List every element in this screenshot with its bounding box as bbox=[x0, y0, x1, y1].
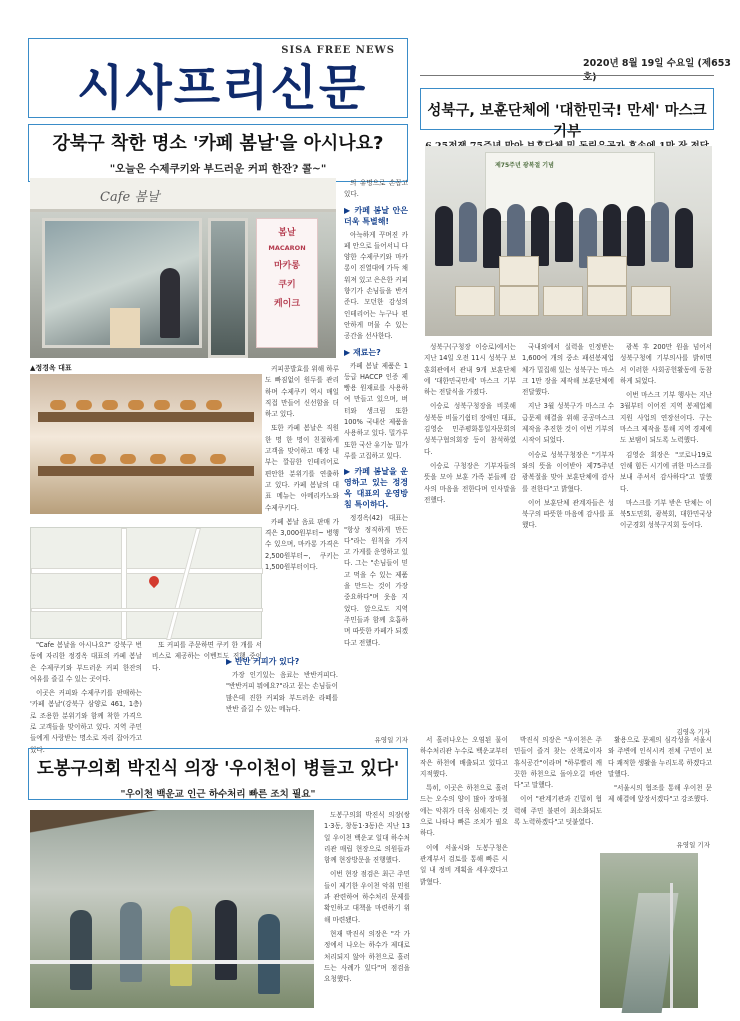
stream-column-1 bbox=[324, 810, 410, 1010]
person-figure bbox=[215, 900, 237, 980]
top-rule bbox=[420, 75, 714, 76]
stream-column-4 bbox=[608, 735, 712, 845]
cafe-awning bbox=[30, 178, 336, 212]
stream-column-3 bbox=[514, 735, 602, 1010]
pastry bbox=[150, 454, 166, 464]
person-figure bbox=[170, 906, 192, 986]
stream-subhead: "우이천 백운교 인근 하수처리 빠른 조치 필요" bbox=[120, 789, 316, 800]
paragraph: 이어 보훈단체 관계자들은 성북구의 따뜻한 마음에 감사를 표했다. bbox=[522, 498, 614, 530]
cafe-subheading: ▶ 카페 봄날을 운영하고 있는 정경옥 대표의 운영방침 특이하다. bbox=[344, 467, 408, 510]
cafe-story-header bbox=[28, 124, 408, 182]
cafe-headline-box bbox=[28, 124, 408, 182]
shelf bbox=[38, 466, 254, 476]
paragraph: 또 커피를 주문하면 쿠키 한 개를 서비스로 제공하는 이벤트도 진행 중이다. bbox=[152, 641, 262, 672]
paragraph: "서울시의 협조를 통해 우이천 문제 해결에 앞장서겠다"고 강조했다. bbox=[608, 784, 712, 804]
pastry bbox=[120, 454, 136, 464]
paragraph: 카페 봄날 제품은 1등급 HACCP 인증 제빵용 원재료를 사용하여 만들고 있으며, 버터와 생크림 또한 100% 국내산 제품을 사용하고 있다. 밀가루 또한 국산 유기농 밀가루를 고집하고 있다. bbox=[344, 361, 408, 460]
paragraph: 이번 현장 점검은 최근 주민들이 제기한 우이천 악취 민원과 관련하여 하수처리 문제를 확인하고 대책을 마련하기 위해 마련됐다. bbox=[324, 870, 410, 924]
mask-headline: 성북구, 보훈단체에 '대한민국! 만세' 마스크 기부 bbox=[420, 88, 714, 130]
mask-box bbox=[455, 286, 495, 316]
pastry bbox=[154, 400, 170, 410]
stream-headline: 도봉구의회 박진식 의장 '우이천이 병들고 있다' bbox=[36, 759, 400, 779]
cafe-door bbox=[208, 218, 248, 358]
mask-box bbox=[499, 286, 539, 316]
pastry bbox=[90, 454, 106, 464]
shelf bbox=[38, 412, 254, 422]
banner-line: 케이크 bbox=[273, 299, 301, 309]
paragraph: 이승로 성북구청장을 비롯해 성북동 비둘기쉼터 장애인 대표, 김영순 민주평화통일자문회의 성북구협의회장 등이 참석하였다. bbox=[424, 402, 516, 456]
council-inspection-photo bbox=[30, 810, 314, 1008]
masthead-title-en: SISA FREE NEWS bbox=[281, 45, 395, 56]
mask-box bbox=[587, 286, 627, 316]
pastry bbox=[50, 400, 66, 410]
tree-branch bbox=[30, 810, 314, 860]
paragraph: 광복 후 200만 원을 넘어서 성북구청에 기부의사를 밝히면서 이러한 사회공헌활동에 동참하게 되었다. bbox=[620, 343, 712, 385]
mask-column-3 bbox=[620, 342, 712, 722]
paragraph: 국내외에서 실력을 인정받는 1,600여 개의 중소 패션봉제업체가 밀집해 있는 성북구는 마스크 1만 장을 제작해 보훈단체에 전달했다. bbox=[522, 343, 614, 397]
mask-box bbox=[587, 256, 627, 286]
cafe-column-2a bbox=[265, 364, 339, 642]
pastry bbox=[128, 400, 144, 410]
mask-byline: 김영옥 기자 bbox=[676, 728, 710, 736]
masthead bbox=[28, 38, 408, 118]
masthead-title: 시사프리신문 bbox=[77, 60, 368, 116]
paragraph: 도봉구의회 박진식 의장(쌍1·3동, 창동1·3동)은 지난 13일 우이천 백운교 일대 하수처리관 매립 현장으로 의원들과 함께 현장방문을 진행했다. bbox=[324, 811, 410, 865]
banner-line: 마카롱 bbox=[273, 261, 301, 271]
pastry bbox=[180, 454, 196, 464]
cafe-byline: 유영일 기자 bbox=[374, 736, 408, 744]
paragraph: 이승로 성북구청장은 "기부자와의 뜻을 이어받아 제75주년 광복절을 맞아 보훈단체에 감사를 전한다"고 밝혔다. bbox=[522, 450, 614, 493]
paragraph: 가장 인기있는 음료는 반반커피다. "반반커피 뭐예요?"라고 묻는 손님들이 많은데 진한 커피와 부드러운 라떼를 반반 즐길 수 있는 메뉴다. bbox=[226, 671, 338, 713]
cafe-column-2c bbox=[226, 652, 338, 742]
stream-fence bbox=[670, 883, 673, 1008]
mask-donation-photo bbox=[425, 146, 712, 336]
cafe-subheading: ▶ 카페 봄날 안은 더욱 특별해! bbox=[344, 205, 408, 226]
paragraph: 이승로 구청장은 기부자들의 뜻을 모아 보훈 가족 분들께 감사의 마음을 전한다며 인사말을 전했다. bbox=[424, 461, 516, 504]
mask-column-1 bbox=[424, 342, 516, 737]
banner-line: MACARON bbox=[268, 244, 306, 252]
pastry bbox=[76, 400, 92, 410]
cafe-sign: Cafe 봄날 bbox=[100, 190, 160, 205]
attendee-figure bbox=[651, 202, 669, 262]
attendee-figure bbox=[627, 206, 645, 266]
paragraph: 또한 카페 봄날은 직원 한 명 한 명이 친절하게 고객을 맞이하고 매장 내부는 깔끔한 인테리어로 편안한 분위기를 연출하고 있다. 카페 봄날의 대표 메뉴는 아메리카노와 수제쿠키다. bbox=[265, 424, 339, 512]
cafe-column-3 bbox=[344, 178, 408, 738]
paragraph: 현재 박진식 의장은 "각 가정에서 나오는 하수가 제대로 처리되지 않아 하천으로 흘러드는 사례가 있다"며 점검을 요청했다. bbox=[324, 929, 410, 984]
person-figure bbox=[70, 910, 92, 990]
paragraph: 박진식 의장은 "우이천은 주민들이 즐겨 찾는 산책로이자 휴식공간"이라며 "하루빨리 깨끗한 하천으로 돌아오길 바란다"고 말했다. bbox=[514, 736, 602, 790]
mask-column-2 bbox=[522, 342, 614, 737]
banner-line: 봄날 bbox=[278, 228, 296, 238]
pastry bbox=[60, 454, 76, 464]
attendee-figure bbox=[435, 206, 453, 266]
cafe-headline: 강북구 착한 명소 '카페 봄날'을 아시나요? bbox=[52, 133, 384, 154]
cafe-menu-banner bbox=[256, 218, 318, 348]
mask-story-header bbox=[420, 88, 714, 152]
mask-box bbox=[543, 286, 583, 316]
person-figure bbox=[258, 914, 280, 994]
paragraph: 김영순 회장은 "코로나19로 인해 힘든 시기에 귀한 마스크를 보내 주셔서 감사하다"고 말했다. bbox=[620, 450, 712, 493]
pastry bbox=[206, 400, 222, 410]
paragraph: 이어 "관계기관과 긴밀히 협력해 주민 불편이 최소화되도록 노력하겠다"고 덧붙였다. bbox=[514, 795, 602, 827]
banner-line: 쿠키 bbox=[278, 280, 296, 290]
paragraph: 정경옥(42) 대표는 "항상 정직하게 만든다"라는 원칙을 가지고 가게를 운영하고 있다. 그는 "손님들이 믿고 먹을 수 있는 제품을 만드는 것이 가장 중요하다"며 웃음 지었다. 앞으로도 지역 주민들과 함께 호흡하며 따뜻한 카페가 되겠다고 전했다. bbox=[344, 514, 408, 647]
pastry bbox=[210, 454, 226, 464]
paragraph: 커피콩발효를 위해 하루도 빠짐없이 원두를 관리하며 수제쿠키 역시 매일 직접 만들어 신선함을 더하고 있다. bbox=[265, 365, 339, 419]
cafe-subhead: "오늘은 수제쿠키와 부드러운 커피 한잔? 콜~" bbox=[109, 163, 327, 175]
pastry bbox=[102, 400, 118, 410]
paragraph: 마스크를 기부 받은 단체는 이북5도민회, 광복회, 대한민국상이군경회 성북구지회 등이다. bbox=[620, 498, 712, 530]
attendee-figure bbox=[555, 202, 573, 262]
cafe-storefront-photo bbox=[30, 178, 336, 358]
paragraph: 이번 마스크 기부 행사는 지난 3월부터 이어진 지역 봉제업체 지원 사업의 연장선이다. 구는 마스크 제작을 통해 지역 경제에도 보탬이 되도록 노력했다. bbox=[620, 391, 712, 445]
cafe-poster bbox=[110, 308, 140, 348]
person-figure bbox=[120, 902, 142, 982]
stream-byline: 유영일 기자 bbox=[676, 841, 710, 849]
paragraph: "Cafe 봄날을 아시나요?" 강북구 번동에 자리한 정경옥 대표의 카페 봄날은 수제쿠키와 부드러운 커피 한잔의 여유를 즐길 수 있는 곳이다. bbox=[30, 641, 142, 683]
cafe-subheading: ▶ 반반 커피가 있다? bbox=[226, 657, 300, 666]
backdrop-text: 제75주년 광복절 기념 bbox=[495, 162, 554, 169]
cafe-column-1 bbox=[30, 640, 142, 754]
paragraph: 의 유명으로 손꼽고 있다. bbox=[344, 179, 408, 199]
paragraph: 이곳은 커피와 수제쿠키를 판매하는 '카페 봄날'(강북구 삼양로 461, 1층)로 조용한 분위기와 함께 착한 가격으로 고객들을 맞이하고 있다. 지역 주민들에게 사랑받는 명소로 자리 잡아가고 있다. bbox=[30, 689, 142, 754]
attendee-figure bbox=[507, 204, 525, 264]
paragraph: 특히, 이곳은 하천으로 흘러드는 오수의 양이 많아 장마철에는 악취가 더욱 심해지는 것으로 나타나 빠른 조치가 필요하다. bbox=[420, 784, 508, 838]
paragraph: 지난 3월 성북구가 마스크 수급문제 해결을 위해 공공마스크 제작을 추진한 것이 이번 기부의 시작이 되었다. bbox=[522, 402, 614, 445]
paragraph: 성북구(구청장 이승로)에서는 지난 14일 오전 11시 성북구 보훈회관에서 관내 9개 보훈단체에 '대한민국만세' 마스크 기부하는 전달식을 가졌다. bbox=[424, 343, 516, 397]
map-pin-icon bbox=[147, 574, 161, 588]
issue-dateline: 2020년 8월 19일 수요일 (제653호) bbox=[583, 58, 731, 83]
paragraph: 이에 서울시와 도봉구청은 관계부서 검토를 통해 빠른 시일 내 정비 계획을 세우겠다고 밝혔다. bbox=[420, 843, 508, 886]
mask-box bbox=[499, 256, 539, 286]
map-road bbox=[121, 528, 127, 640]
photo-caption: ▲정경옥 대표 bbox=[30, 364, 72, 372]
stream-photo bbox=[600, 853, 698, 1008]
paragraph: 카페 봄날 음료 판매 가격은 3,000원부터~ 병행 수 있으며, 마카롱 가격은 2,500원부터~, 쿠키는 1,500원부터이다. bbox=[265, 517, 339, 572]
railing bbox=[30, 960, 314, 964]
attendee-figure bbox=[459, 202, 477, 262]
paragraph: 아늑하게 꾸며진 카페 안으로 들어서니 다양한 수제쿠키와 마카롱이 진열대에 가득 채워져 있고 은은한 커피 향기가 손님들을 반겨준다. 모던한 감성의 인테리어는 누구나 편안하게 머물 수 있는 공간을 선사한다. bbox=[344, 230, 408, 341]
map-road bbox=[166, 528, 201, 640]
pastry bbox=[180, 400, 196, 410]
cafe-subheading: ▶ 재료는? bbox=[344, 347, 381, 357]
cafe-owner-figure bbox=[160, 268, 180, 338]
attendee-figure bbox=[675, 208, 693, 268]
mask-box bbox=[631, 286, 671, 316]
attendee-figure bbox=[603, 204, 621, 264]
stream-column-2 bbox=[420, 735, 508, 1010]
paragraph: 활용으로 문제의 심각성을 서울시와 주변에 인식시켜 전체 구민이 보다 쾌적한 생활을 누리도록 하겠다고 말했다. bbox=[608, 736, 712, 778]
paragraph: 서 흘러나오는 오염된 물이 하수처리관 누수로 백운교부터 작은 하천에 배출되고 있다고 지적했다. bbox=[420, 736, 508, 778]
